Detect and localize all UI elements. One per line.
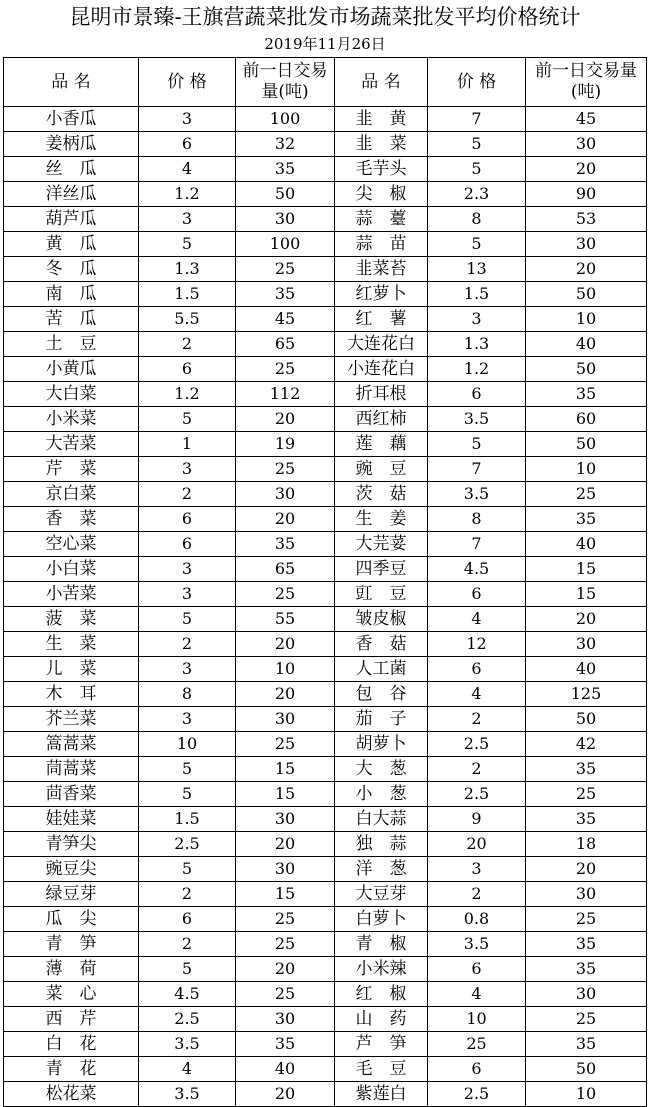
left-volume-cell: 20 [236,632,335,657]
left-price-cell: 4 [139,157,236,182]
left-volume-cell: 112 [236,382,335,407]
right-price-cell: 8 [428,207,526,232]
left-price-cell: 6 [139,132,236,157]
table-row [4,732,647,757]
left-volume-cell: 55 [236,607,335,632]
left-price-cell: 3 [139,457,236,482]
right-price-cell: 9 [428,807,526,832]
left-price-cell: 1 [139,432,236,457]
page-title: 昆明市景臻-王旗营蔬菜批发市场蔬菜批发平均价格统计 [69,5,581,29]
left-price-cell: 6 [139,507,236,532]
left-name-cell: 青 花 [4,1057,139,1082]
right-volume-cell: 25 [526,1007,647,1032]
right-volume-cell: 50 [526,357,647,382]
right-price-cell: 0.8 [428,907,526,932]
left-volume-cell: 25 [236,982,335,1007]
left-price-cell: 1.5 [139,807,236,832]
left-price-cell: 3.5 [139,1032,236,1057]
left-volume-cell: 30 [236,482,335,507]
right-name-cell: 毛 豆 [335,1057,428,1082]
right-name-cell: 青 椒 [335,932,428,957]
right-price-cell: 3 [428,307,526,332]
left-volume-cell: 20 [236,832,335,857]
right-name-cell: 包 谷 [335,682,428,707]
right-volume-cell: 35 [526,807,647,832]
left-price-cell: 3 [139,657,236,682]
left-price-cell: 6 [139,532,236,557]
right-volume-cell: 30 [526,632,647,657]
left-price-cell: 3 [139,207,236,232]
left-name-cell: 小黄瓜 [4,357,139,382]
left-price-cell: 4.5 [139,982,236,1007]
table-row [4,407,647,432]
left-name-cell: 篙蒿菜 [4,732,139,757]
left-name-cell: 京白菜 [4,482,139,507]
left-volume-cell: 25 [236,257,335,282]
right-price-cell: 3.5 [428,482,526,507]
left-volume-cell: 25 [236,907,335,932]
left-name-cell: 生 菜 [4,632,139,657]
right-price-cell: 3 [428,857,526,882]
left-name-cell: 儿 菜 [4,657,139,682]
left-price-cell: 1.2 [139,182,236,207]
right-name-cell: 紫莲白 [335,1082,428,1107]
left-volume-cell: 25 [236,732,335,757]
right-volume-cell: 30 [526,132,647,157]
right-name-cell: 山 药 [335,1007,428,1032]
right-volume-cell: 35 [526,957,647,982]
left-volume-cell: 15 [236,782,335,807]
right-volume-cell: 53 [526,207,647,232]
table-row [4,957,647,982]
header-volume-left: 前一日交易量(吨) [236,58,335,107]
right-name-cell: 韭 菜 [335,132,428,157]
table-row [4,832,647,857]
left-price-cell: 5 [139,407,236,432]
right-price-cell: 7 [428,457,526,482]
left-price-cell: 1.5 [139,282,236,307]
left-name-cell: 小香瓜 [4,107,139,132]
right-name-cell: 茨 菇 [335,482,428,507]
right-name-cell: 豌 豆 [335,457,428,482]
left-price-cell: 3 [139,582,236,607]
header-volume-right: 前一日交易量(吨) [526,58,647,107]
right-volume-cell: 10 [526,457,647,482]
left-price-cell: 5 [139,782,236,807]
table-row [4,257,647,282]
left-name-cell: 菠 菜 [4,607,139,632]
right-volume-cell: 25 [526,907,647,932]
table-row [4,157,647,182]
table-row [4,107,647,132]
left-volume-cell: 20 [236,407,335,432]
right-volume-cell: 15 [526,557,647,582]
left-price-cell: 3 [139,557,236,582]
left-volume-cell: 100 [236,107,335,132]
right-price-cell: 8 [428,507,526,532]
right-price-cell: 7 [428,532,526,557]
right-price-cell: 5 [428,232,526,257]
right-name-cell: 胡萝卜 [335,732,428,757]
left-volume-cell: 15 [236,882,335,907]
right-price-cell: 3.5 [428,932,526,957]
right-price-cell: 6 [428,957,526,982]
report-date: 2019年11月26日 [264,35,386,53]
right-name-cell: 洋 葱 [335,857,428,882]
right-name-cell: 韭 黄 [335,107,428,132]
left-name-cell: 瓜 尖 [4,907,139,932]
table-row [4,1057,647,1082]
right-name-cell: 尖 椒 [335,182,428,207]
right-volume-cell: 10 [526,1082,647,1107]
right-name-cell: 韭菜苔 [335,257,428,282]
left-name-cell: 青 笋 [4,932,139,957]
left-name-cell: 小米菜 [4,407,139,432]
left-volume-cell: 35 [236,282,335,307]
right-price-cell: 6 [428,1057,526,1082]
right-volume-cell: 90 [526,182,647,207]
table-row [4,307,647,332]
table-row [4,682,647,707]
table-header-row [4,58,647,107]
right-price-cell: 25 [428,1032,526,1057]
right-volume-cell: 35 [526,1032,647,1057]
left-price-cell: 3 [139,107,236,132]
left-name-cell: 茴香菜 [4,782,139,807]
right-volume-cell: 35 [526,382,647,407]
left-price-cell: 3 [139,707,236,732]
right-price-cell: 2 [428,882,526,907]
right-price-cell: 4 [428,682,526,707]
right-price-cell: 5 [428,157,526,182]
left-name-cell: 青笋尖 [4,832,139,857]
table-body [4,107,647,1107]
table-row [4,657,647,682]
left-volume-cell: 65 [236,332,335,357]
right-volume-cell: 125 [526,682,647,707]
right-volume-cell: 40 [526,532,647,557]
table-row [4,557,647,582]
right-name-cell: 人工菌 [335,657,428,682]
header-name-right: 品 名 [335,58,428,107]
right-price-cell: 2.5 [428,732,526,757]
right-name-cell: 茄 子 [335,707,428,732]
table-row [4,207,647,232]
right-volume-cell: 20 [526,157,647,182]
table-row [4,607,647,632]
left-price-cell: 5 [139,607,236,632]
right-volume-cell: 25 [526,782,647,807]
left-name-cell: 空心菜 [4,532,139,557]
left-price-cell: 3.5 [139,1082,236,1107]
right-name-cell: 莲 藕 [335,432,428,457]
left-price-cell: 2 [139,632,236,657]
right-name-cell: 西红柿 [335,407,428,432]
left-volume-cell: 20 [236,507,335,532]
left-name-cell: 芹 菜 [4,457,139,482]
table-row [4,1032,647,1057]
right-volume-cell: 40 [526,657,647,682]
right-price-cell: 4.5 [428,557,526,582]
table-row [4,907,647,932]
right-volume-cell: 18 [526,832,647,857]
right-price-cell: 12 [428,632,526,657]
left-price-cell: 6 [139,357,236,382]
right-name-cell: 毛芋头 [335,157,428,182]
header-price-left: 价 格 [139,58,236,107]
table-row [4,432,647,457]
left-volume-cell: 40 [236,1057,335,1082]
right-price-cell: 20 [428,832,526,857]
right-volume-cell: 25 [526,482,647,507]
right-volume-cell: 30 [526,882,647,907]
right-price-cell: 2 [428,707,526,732]
left-price-cell: 5.5 [139,307,236,332]
right-name-cell: 大豆芽 [335,882,428,907]
right-volume-cell: 42 [526,732,647,757]
right-volume-cell: 50 [526,707,647,732]
left-volume-cell: 25 [236,357,335,382]
table-row [4,482,647,507]
left-name-cell: 姜柄瓜 [4,132,139,157]
left-volume-cell: 32 [236,132,335,157]
right-price-cell: 2.5 [428,1082,526,1107]
table-row [4,332,647,357]
right-volume-cell: 45 [526,107,647,132]
table-row [4,357,647,382]
left-name-cell: 茼蒿菜 [4,757,139,782]
right-name-cell: 白大蒜 [335,807,428,832]
left-volume-cell: 20 [236,957,335,982]
right-price-cell: 4 [428,607,526,632]
right-name-cell: 红萝卜 [335,282,428,307]
right-price-cell: 7 [428,107,526,132]
left-volume-cell: 35 [236,157,335,182]
table-row [4,882,647,907]
right-name-cell: 皱皮椒 [335,607,428,632]
table-row [4,857,647,882]
left-volume-cell: 25 [236,457,335,482]
right-volume-cell: 50 [526,432,647,457]
right-name-cell: 小 葱 [335,782,428,807]
left-name-cell: 冬 瓜 [4,257,139,282]
left-volume-cell: 50 [236,182,335,207]
right-price-cell: 1.3 [428,332,526,357]
right-volume-cell: 35 [526,757,647,782]
table-row [4,932,647,957]
left-price-cell: 2.5 [139,832,236,857]
table-row [4,632,647,657]
right-volume-cell: 50 [526,282,647,307]
left-price-cell: 6 [139,907,236,932]
right-volume-cell: 20 [526,257,647,282]
right-price-cell: 4 [428,982,526,1007]
left-volume-cell: 65 [236,557,335,582]
right-price-cell: 2.5 [428,782,526,807]
left-name-cell: 绿豆芽 [4,882,139,907]
right-name-cell: 大芫荽 [335,532,428,557]
left-name-cell: 菜 心 [4,982,139,1007]
right-volume-cell: 35 [526,507,647,532]
left-name-cell: 大苦菜 [4,432,139,457]
table-row [4,532,647,557]
right-volume-cell: 35 [526,932,647,957]
right-name-cell: 蒜 薹 [335,207,428,232]
table-row [4,457,647,482]
right-name-cell: 小连花白 [335,357,428,382]
left-name-cell: 木 耳 [4,682,139,707]
left-price-cell: 8 [139,682,236,707]
table-row [4,582,647,607]
header-price-right: 价 格 [428,58,526,107]
left-name-cell: 芥兰菜 [4,707,139,732]
left-name-cell: 白 花 [4,1032,139,1057]
left-volume-cell: 15 [236,757,335,782]
left-price-cell: 2 [139,882,236,907]
left-name-cell: 苦 瓜 [4,307,139,332]
header-name-left: 品 名 [4,58,139,107]
left-name-cell: 洋丝瓜 [4,182,139,207]
right-price-cell: 2.3 [428,182,526,207]
left-volume-cell: 25 [236,582,335,607]
left-volume-cell: 100 [236,232,335,257]
left-price-cell: 1.2 [139,382,236,407]
left-price-cell: 2 [139,482,236,507]
left-price-cell: 5 [139,857,236,882]
right-volume-cell: 60 [526,407,647,432]
left-volume-cell: 30 [236,1007,335,1032]
left-volume-cell: 35 [236,532,335,557]
left-name-cell: 南 瓜 [4,282,139,307]
left-price-cell: 10 [139,732,236,757]
right-price-cell: 13 [428,257,526,282]
right-name-cell: 豇 豆 [335,582,428,607]
left-price-cell: 2 [139,932,236,957]
left-name-cell: 薄 荷 [4,957,139,982]
table-row [4,282,647,307]
left-price-cell: 5 [139,757,236,782]
left-name-cell: 小苦菜 [4,582,139,607]
left-price-cell: 1.3 [139,257,236,282]
right-name-cell: 折耳根 [335,382,428,407]
right-price-cell: 3.5 [428,407,526,432]
right-name-cell: 白萝卜 [335,907,428,932]
left-name-cell: 黄 瓜 [4,232,139,257]
right-price-cell: 6 [428,657,526,682]
right-price-cell: 6 [428,582,526,607]
left-volume-cell: 30 [236,857,335,882]
left-name-cell: 松花菜 [4,1082,139,1107]
right-name-cell: 生 姜 [335,507,428,532]
right-volume-cell: 10 [526,307,647,332]
left-volume-cell: 30 [236,707,335,732]
left-volume-cell: 35 [236,1032,335,1057]
left-volume-cell: 10 [236,657,335,682]
right-price-cell: 1.2 [428,357,526,382]
table-row [4,182,647,207]
table-row [4,757,647,782]
right-price-cell: 1.5 [428,282,526,307]
table-row [4,382,647,407]
left-volume-cell: 25 [236,932,335,957]
table-row [4,807,647,832]
table-row [4,232,647,257]
right-volume-cell: 15 [526,582,647,607]
left-name-cell: 豌豆尖 [4,857,139,882]
left-name-cell: 大白菜 [4,382,139,407]
right-name-cell: 红 椒 [335,982,428,1007]
left-name-cell: 西 芹 [4,1007,139,1032]
right-price-cell: 5 [428,432,526,457]
left-price-cell: 2 [139,332,236,357]
left-name-cell: 葫芦瓜 [4,207,139,232]
table-row [4,982,647,1007]
left-name-cell: 土 豆 [4,332,139,357]
price-table [3,57,647,1107]
left-volume-cell: 20 [236,1082,335,1107]
table-row [4,132,647,157]
left-volume-cell: 19 [236,432,335,457]
right-volume-cell: 50 [526,1057,647,1082]
right-price-cell: 10 [428,1007,526,1032]
right-name-cell: 蒜 苗 [335,232,428,257]
left-volume-cell: 45 [236,307,335,332]
left-volume-cell: 20 [236,682,335,707]
right-name-cell: 芦 笋 [335,1032,428,1057]
right-name-cell: 独 蒜 [335,832,428,857]
left-volume-cell: 30 [236,807,335,832]
left-price-cell: 5 [139,957,236,982]
right-volume-cell: 30 [526,982,647,1007]
table-row [4,782,647,807]
table-row [4,707,647,732]
right-volume-cell: 20 [526,857,647,882]
right-volume-cell: 40 [526,332,647,357]
left-name-cell: 小白菜 [4,557,139,582]
right-name-cell: 大连花白 [335,332,428,357]
left-price-cell: 5 [139,232,236,257]
left-volume-cell: 30 [236,207,335,232]
right-name-cell: 四季豆 [335,557,428,582]
left-name-cell: 娃娃菜 [4,807,139,832]
right-price-cell: 5 [428,132,526,157]
table-row [4,1082,647,1107]
right-name-cell: 小米辣 [335,957,428,982]
right-price-cell: 6 [428,382,526,407]
right-volume-cell: 30 [526,232,647,257]
left-name-cell: 丝 瓜 [4,157,139,182]
right-name-cell: 红 薯 [335,307,428,332]
table-row [4,1007,647,1032]
right-name-cell: 香 菇 [335,632,428,657]
left-name-cell: 香 菜 [4,507,139,532]
right-volume-cell: 20 [526,607,647,632]
left-price-cell: 4 [139,1057,236,1082]
left-price-cell: 2.5 [139,1007,236,1032]
right-name-cell: 大 葱 [335,757,428,782]
table-row [4,507,647,532]
right-price-cell: 2 [428,757,526,782]
